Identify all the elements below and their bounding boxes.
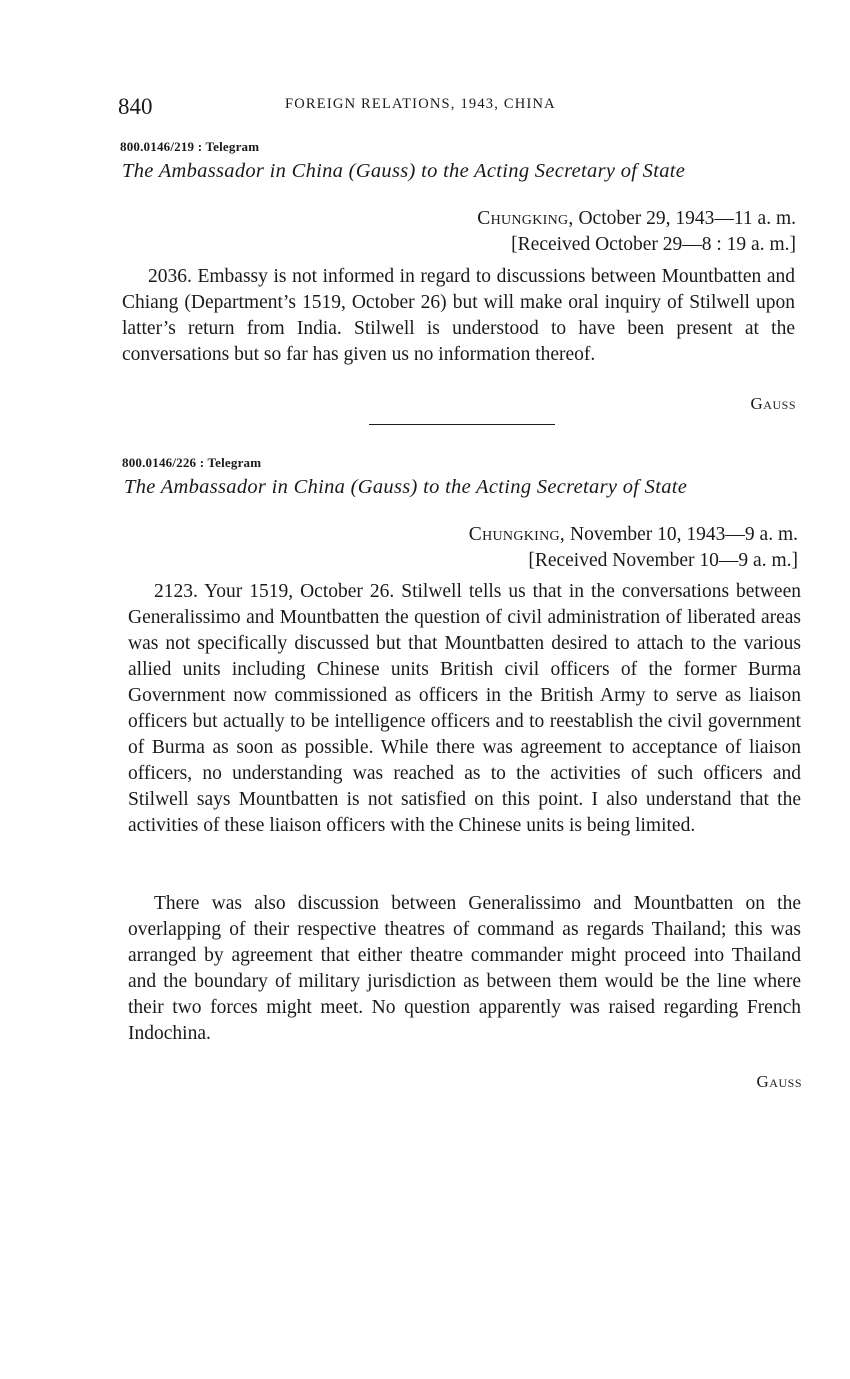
running-title: FOREIGN RELATIONS, 1943, CHINA — [285, 96, 556, 112]
signature-1: Gauss — [750, 394, 796, 413]
dateline-2 — [469, 524, 798, 546]
signature-2: Gauss — [756, 1072, 802, 1091]
page-header — [118, 94, 798, 120]
document-title-2: The Ambassador in China (Gauss) to the Acting Secretary of State — [124, 476, 688, 498]
file-reference-2: 800.0146/226 : Telegram — [122, 455, 262, 470]
document-title-1: The Ambassador in China (Gauss) to the Acting Secretary of State — [122, 160, 686, 182]
received-line-1: [Received October 29—8 : 19 a. m.] — [511, 234, 796, 255]
paragraph-2-1: 2123. Your 1519, October 26. Stilwell tells us that in the conversations between Generalissimo and Mountbatten the question of civil administration of liberated areas was not specifically discussed but that Mountbatten desired to attach to the various allied units including Chinese units British civil officers of the former Burma Government now commissioned as officers in the British Army to serve as liaison officers but actually to be intelligence officers and to reestablish the civil government of Burma as soon as possible. While there was agreement to acceptance of liaison officers, no understanding was reached as to the activities of such officers and Stilwell says Mountbatten is not satisfied on this point. I also understand that the activities of these liaison officers with the Chinese units is being limited. — [128, 581, 801, 836]
section-divider — [369, 424, 555, 425]
dateline-place-1: Chungking, — [477, 208, 574, 229]
dateline-date-1: October 29, 1943—11 a. m. — [573, 208, 796, 229]
page-number: 840 — [118, 94, 153, 119]
dateline-place-2: Chungking, — [468, 524, 566, 545]
paragraph-1-1: 2036. Embassy is not informed in regard to discussions between Mountbatten and Chiang (Department’s 1519, October 26) but will make oral inquiry of Stilwell upon latter’s return from India. Stilwell is understood to have been present at the conversations but so far has given us no information thereof. — [122, 266, 795, 365]
dateline-date-2: November 10, 1943—9 a. m. — [565, 524, 798, 545]
received-line-2: [Received November 10—9 a. m.] — [528, 550, 798, 571]
dateline-1 — [477, 208, 796, 230]
file-reference-1: 800.0146/219 : Telegram — [120, 139, 260, 154]
paragraph-2-2: There was also discussion between Generalissimo and Mountbatten on the overlapping of their respective theatres of command as regards Thailand; this was arranged by agreement that either theatre commander might proceed into Thailand and the boundary of military jurisdiction as between them would be the line where their two forces might meet. No question apparently was raised regarding French Indochina. — [128, 893, 801, 1044]
